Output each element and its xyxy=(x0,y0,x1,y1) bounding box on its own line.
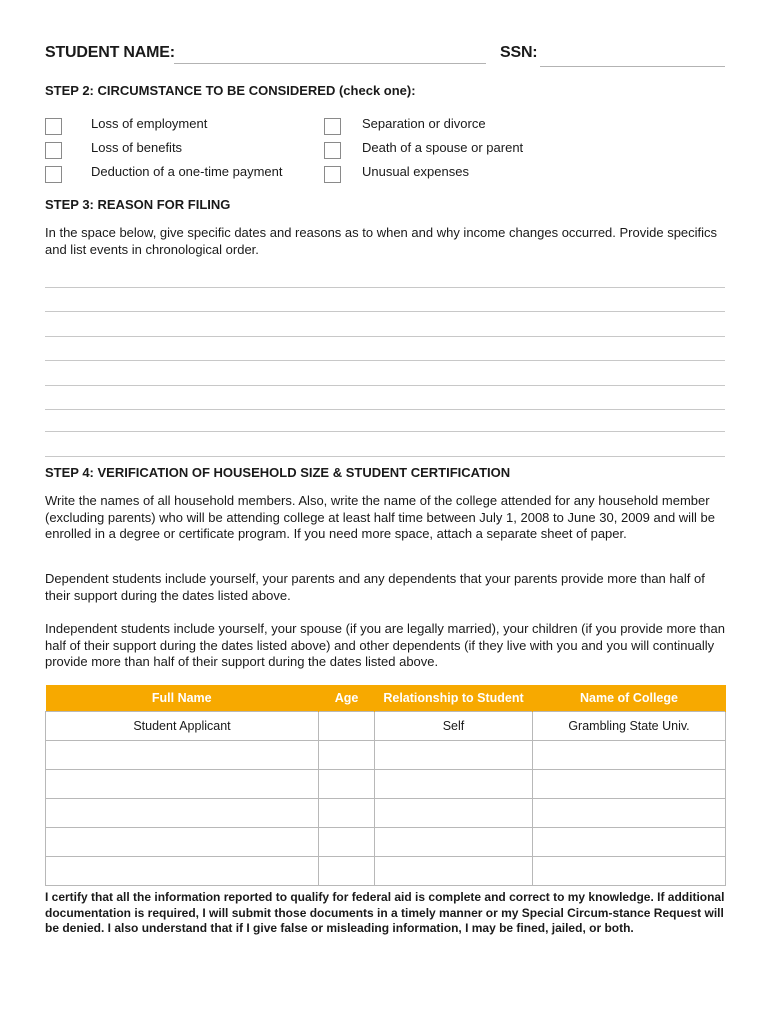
writing-line[interactable] xyxy=(45,456,725,457)
cell-age[interactable] xyxy=(319,770,375,799)
writing-line[interactable] xyxy=(45,311,725,312)
step4-title: STEP 4: VERIFICATION OF HOUSEHOLD SIZE & STUDENT CERTIFICATION xyxy=(45,465,511,480)
cell-college[interactable] xyxy=(533,857,726,886)
cell-full-name[interactable] xyxy=(46,770,319,799)
column-header-relationship: Relationship to Student xyxy=(375,685,533,712)
table-row xyxy=(46,770,726,799)
cell-college[interactable] xyxy=(533,799,726,828)
cell-college[interactable] xyxy=(533,741,726,770)
option-label: Deduction of a one-time payment xyxy=(91,164,283,179)
step4-paragraph: Dependent students include yourself, your parents and any dependents that your parents provide more than half of their support during the dates listed above. xyxy=(45,571,705,603)
cell-relationship[interactable] xyxy=(375,857,533,886)
writing-line[interactable] xyxy=(45,360,725,361)
household-table xyxy=(45,685,726,886)
table-row xyxy=(46,741,726,770)
ssn-field[interactable] xyxy=(540,66,725,67)
checkbox-deduction-one-time-payment[interactable] xyxy=(45,166,62,183)
cell-relationship[interactable]: Self xyxy=(375,712,533,741)
option-label: Unusual expenses xyxy=(362,164,469,179)
writing-line[interactable] xyxy=(45,287,725,288)
step2-title: STEP 2: CIRCUMSTANCE TO BE CONSIDERED (check one): xyxy=(45,83,416,98)
writing-line[interactable] xyxy=(45,385,725,386)
writing-line[interactable] xyxy=(45,409,725,410)
checkbox-loss-of-benefits[interactable] xyxy=(45,142,62,159)
table-row xyxy=(46,828,726,857)
checkbox-death-of-spouse-or-parent[interactable] xyxy=(324,142,341,159)
cell-relationship[interactable] xyxy=(375,828,533,857)
step3-title: STEP 3: REASON FOR FILING xyxy=(45,197,231,212)
table-row xyxy=(46,857,726,886)
cell-full-name[interactable]: Student Applicant xyxy=(46,712,319,741)
cell-full-name[interactable] xyxy=(46,799,319,828)
cell-college[interactable] xyxy=(533,828,726,857)
checkbox-separation-or-divorce[interactable] xyxy=(324,118,341,135)
writing-line[interactable] xyxy=(45,336,725,337)
option-label: Separation or divorce xyxy=(362,116,486,131)
option-label: Loss of employment xyxy=(91,116,208,131)
cell-relationship[interactable] xyxy=(375,799,533,828)
cell-age[interactable] xyxy=(319,799,375,828)
cell-age[interactable] xyxy=(319,857,375,886)
cell-full-name[interactable] xyxy=(46,741,319,770)
cell-relationship[interactable] xyxy=(375,770,533,799)
certification-statement: I certify that all the information reported to qualify for federal aid is complete and correct to my knowledge. If additional documentation is required, I will submit those documents in a timely manner or my Special Circum-stance Request will be denied. I also understand that if I give false or misleading information, I may be fined, jailed, or both. xyxy=(45,890,725,935)
checkbox-loss-of-employment[interactable] xyxy=(45,118,62,135)
cell-full-name[interactable] xyxy=(46,857,319,886)
checkbox-unusual-expenses[interactable] xyxy=(324,166,341,183)
step3-instructions: In the space below, give specific dates and reasons as to when and why income changes occurred. Provide specifics and list events in chronological order. xyxy=(45,225,718,257)
step4-paragraph: Independent students include yourself, your spouse (if you are legally married), your children (if you provide more than half of their support during the dates listed above) and other dependents (if they live with you and you will continually provide more than half of their support during the dates listed above. xyxy=(45,621,725,669)
cell-age[interactable] xyxy=(319,741,375,770)
step4-paragraph: Write the names of all household members. Also, write the name of the college attended for any household member (excluding parents) who will be attending college at least half time between July 1, 2008 to June 30, 2009 and will be enrolled in a degree or certificate program. If you need more space, attach a separate sheet of paper. xyxy=(45,493,715,541)
student-name-label: STUDENT NAME: xyxy=(45,44,175,61)
cell-age[interactable] xyxy=(319,712,375,741)
option-label: Death of a spouse or parent xyxy=(362,140,524,155)
column-header-college: Name of College xyxy=(533,685,726,712)
cell-full-name[interactable] xyxy=(46,828,319,857)
cell-college[interactable] xyxy=(533,770,726,799)
cell-relationship[interactable] xyxy=(375,741,533,770)
option-label: Loss of benefits xyxy=(91,140,183,155)
table-row xyxy=(46,712,726,741)
ssn-label: SSN: xyxy=(500,44,538,61)
column-header-full-name: Full Name xyxy=(46,685,319,712)
table-header-row xyxy=(46,685,726,712)
cell-age[interactable] xyxy=(319,828,375,857)
table-row xyxy=(46,799,726,828)
cell-college[interactable]: Grambling State Univ. xyxy=(533,712,726,741)
writing-line[interactable] xyxy=(45,431,725,432)
column-header-age: Age xyxy=(319,685,375,712)
student-name-field[interactable] xyxy=(174,63,486,64)
